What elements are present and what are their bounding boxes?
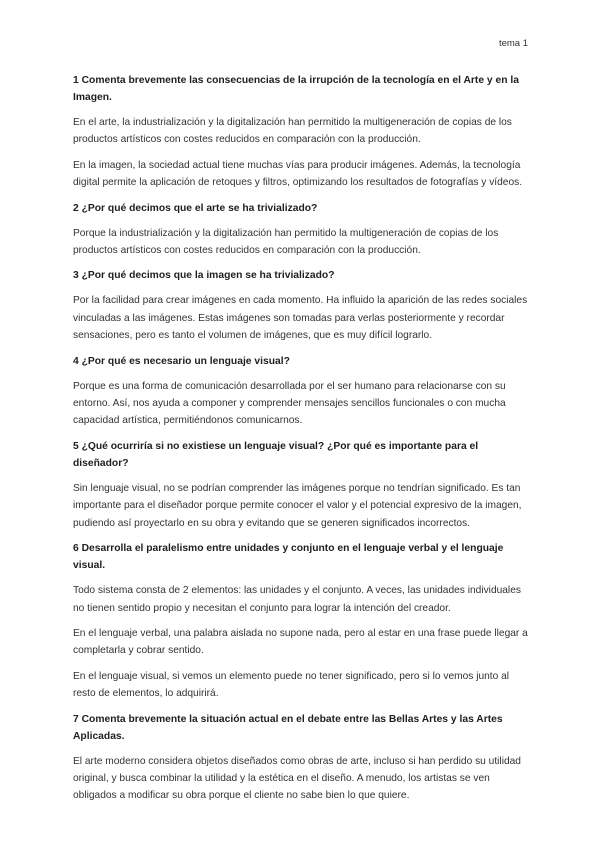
answer-paragraph: En el lenguaje visual, si vemos un elemento puede no tener significado, pero si lo vemos junto al resto de elementos, lo adquirirá.: [73, 670, 510, 700]
answer-paragraph: Porque la industrialización y la digitalización han permitido la multigeneración de copias de los productos artísticos con costes reducidos en comparación con la producción.: [73, 227, 499, 257]
answer-paragraph: El arte moderno considera objetos diseñados como obras de arte, incluso si han perdido su utilidad original, y busca combinar la utilidad y la estética en el diseño. A menudo, los artistas se ven obligados a modificar su obra porque el cliente no sabe bien lo que quiere.: [73, 755, 521, 802]
question-heading: 5 ¿Qué ocurriría si no existiese un lenguaje visual? ¿Por qué es importante para el diseñador?: [73, 440, 479, 469]
question-heading: 7 Comenta brevemente la situación actual en el debate entre las Bellas Artes y las Artes Aplicadas.: [73, 713, 503, 742]
question-heading: 1 Comenta brevemente las consecuencias de la irrupción de la tecnología en el Arte y en la Imagen.: [73, 75, 519, 103]
answer-paragraph: En el lenguaje verbal, una palabra aislada no supone nada, pero al estar en una frase puede llegar a completarla y cobrar sentido.: [73, 627, 528, 657]
question-heading: 3 ¿Por qué decimos que la imagen se ha trivializado?: [73, 270, 335, 282]
answer-paragraph: Sin lenguaje visual, no se podrían comprender las imágenes porque no tendrían significado. Es tan importante para el diseñador porque permite conocer el valor y el potencial expresivo de la imagen, pudiendo así proyectarlo en su obra y evitando que se generen significados incorrectos.: [73, 482, 522, 529]
document-body: [73, 72, 531, 813]
answer-paragraph: Porque es una forma de comunicación desarrollada por el ser humano para relacionarse con su entorno. Así, nos ayuda a componer y comprender mensajes sencillos funcionales o con mucha capacidad artística, permitiéndonos comunicarnos.: [73, 380, 506, 427]
answer-paragraph: En la imagen, la sociedad actual tiene muchas vías para producir imágenes. Además, la tecnología digital permite la aplicación de retoques y filtros, optimizando los resultados de fotografías y vídeos.: [73, 159, 523, 189]
answer-paragraph: Todo sistema consta de 2 elementos: las unidades y el conjunto. A veces, las unidades individuales no tienen sentido propio y necesitan el conjunto para lograr la intención del creador.: [73, 585, 521, 614]
question-heading: 6 Desarrolla el paralelismo entre unidades y conjunto en el lenguaje verbal y el lenguaje visual.: [73, 543, 504, 572]
question-heading: 2 ¿Por qué decimos que el arte se ha trivializado?: [73, 202, 318, 214]
answer-paragraph: En el arte, la industrialización y la digitalización han permitido la multigeneración de copias de los productos artísticos con costes reducidos en comparación con la producción.: [73, 117, 512, 146]
answer-paragraph: Por la facilidad para crear imágenes en cada momento. Ha influido la aparición de las redes sociales vinculadas a las imágenes. Estas imágenes son tomadas para verlas posteriormente y recordar sensaciones, pero es tanto el volumen de imágenes, que es muy difícil lograrlo.: [73, 295, 528, 342]
page-header-label: tema 1: [498, 38, 528, 49]
question-heading: 4 ¿Por qué es necesario un lenguaje visual?: [73, 355, 290, 367]
